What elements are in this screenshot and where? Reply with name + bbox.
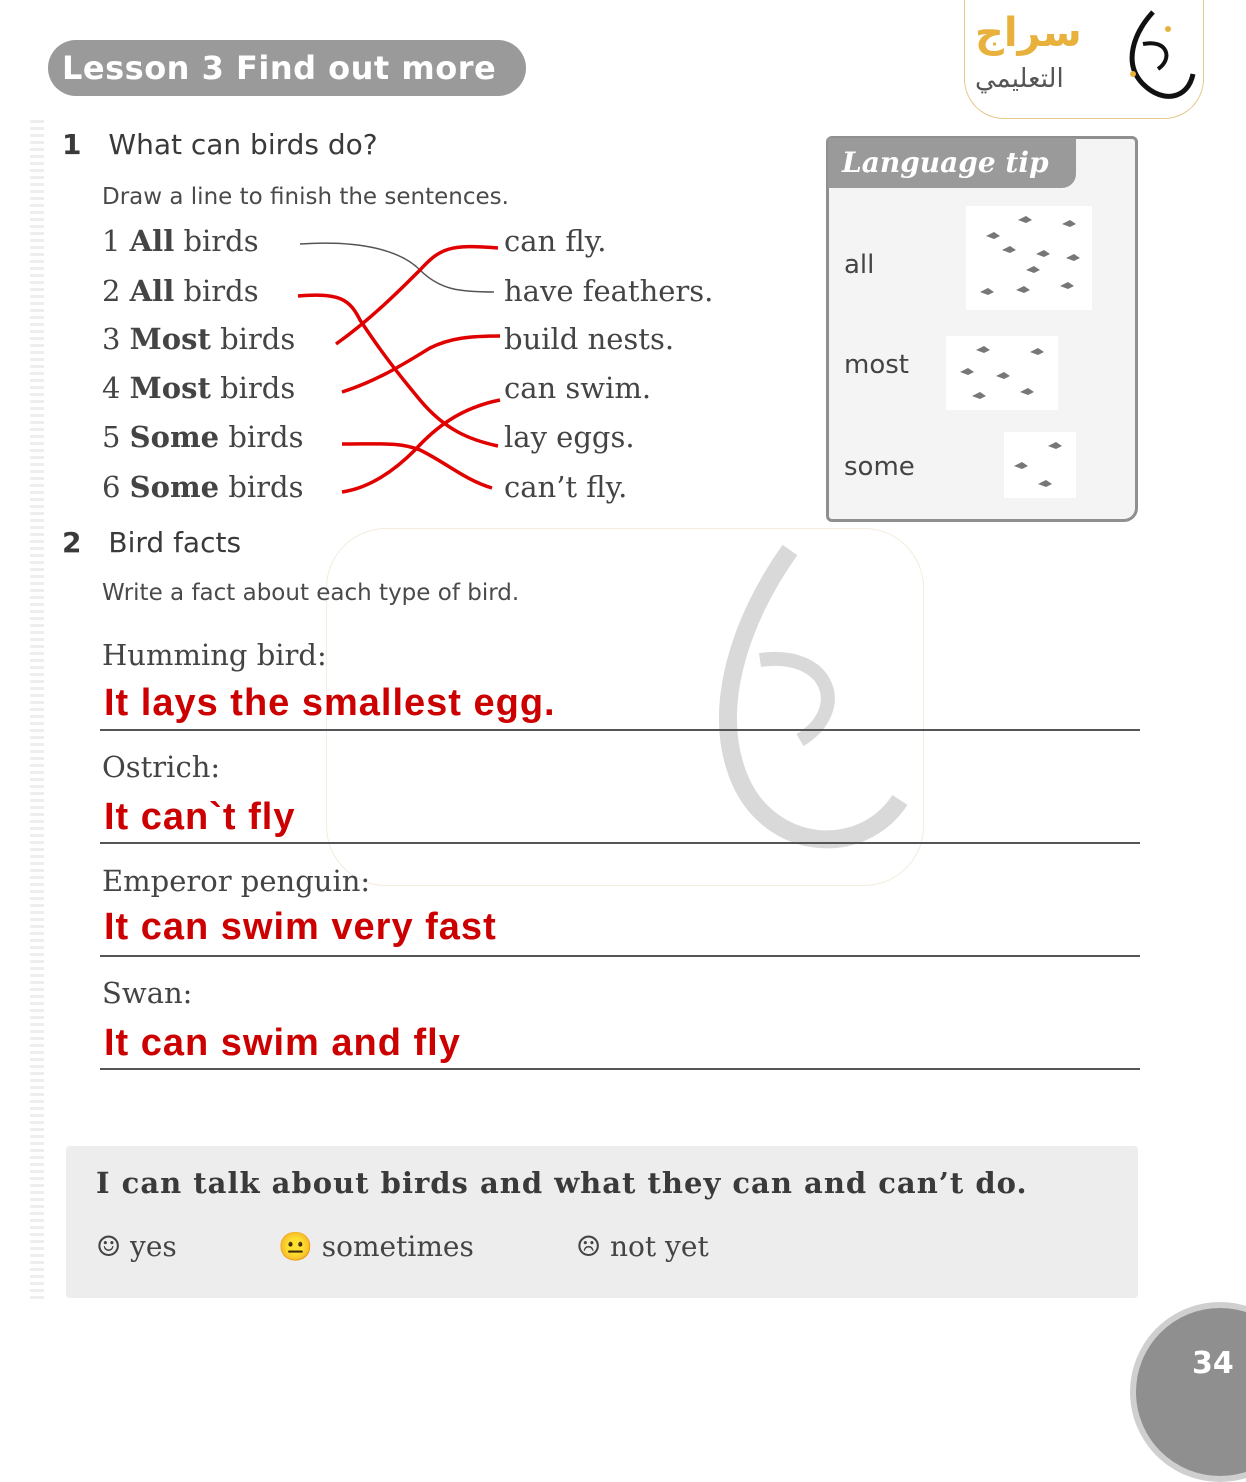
smile-icon: ☺ [96, 1230, 122, 1263]
left-item-1: 1 All birds [102, 224, 259, 258]
example-line [300, 243, 494, 292]
tip-word-some: some [844, 452, 915, 482]
watermark-calligraphy-icon [680, 540, 920, 880]
birds-some-icon [1004, 432, 1076, 498]
logo-text-bottom: التعليمي [975, 64, 1064, 94]
logo-text-top: سراج [975, 10, 1082, 56]
section2-number: 2 [62, 526, 82, 559]
frown-icon: ☹ [576, 1230, 602, 1263]
logo [964, 0, 1204, 119]
section2-title: Bird facts [108, 526, 242, 559]
option-sometimes[interactable] [278, 1230, 474, 1263]
left-item-5: 5 Some birds [102, 420, 304, 454]
right-item-5: lay eggs. [504, 420, 635, 454]
answer-line-4 [342, 336, 500, 392]
section1-instruction: Draw a line to finish the sentences. [102, 184, 509, 210]
option-not-yet[interactable] [576, 1230, 709, 1263]
fact-label-emperor-penguin: Emperor penguin: [102, 864, 371, 898]
option-not-yet-label: not yet [610, 1230, 709, 1263]
birds-most-icon [946, 336, 1058, 410]
answer-line-5 [342, 444, 492, 488]
section1-number: 1 [62, 128, 82, 161]
answer-line-6 [342, 400, 500, 492]
tip-word-all: all [844, 250, 875, 280]
fact-answer-humming-bird[interactable]: It lays the smallest egg. [104, 682, 556, 724]
left-item-4: 4 Most birds [102, 371, 296, 405]
birds-all-icon [966, 206, 1092, 310]
fact-label-ostrich: Ostrich: [102, 750, 221, 784]
option-yes[interactable] [96, 1230, 177, 1263]
option-yes-label: yes [130, 1230, 177, 1263]
right-item-1: can fly. [504, 224, 607, 258]
lesson-title: Lesson 3 Find out more [48, 40, 526, 96]
left-item-3: 3 Most birds [102, 322, 296, 356]
section2-heading [62, 526, 241, 559]
left-item-2: 2 All birds [102, 274, 259, 308]
page-number: 34 [1192, 1346, 1234, 1381]
matching-lines [0, 0, 820, 520]
right-item-2: have feathers. [504, 274, 714, 308]
neutral-face-icon: 😐 [278, 1230, 313, 1263]
section1-title: What can birds do? [108, 128, 378, 161]
answer-line-emperor-penguin [100, 955, 1140, 957]
calligraphy-logo-icon [1113, 4, 1199, 114]
fact-label-humming-bird: Humming bird: [102, 638, 327, 672]
answer-line-swan [100, 1068, 1140, 1070]
left-item-6: 6 Some birds [102, 470, 304, 504]
self-check-statement: I can talk about birds and what they can and can’t do. [96, 1166, 1028, 1200]
right-item-3: build nests. [504, 322, 675, 356]
option-sometimes-label: sometimes [321, 1230, 474, 1263]
answer-line-humming-bird [100, 729, 1140, 731]
fact-answer-emperor-penguin[interactable]: It can swim very fast [104, 906, 497, 948]
fact-answer-ostrich[interactable]: It can`t fly [104, 796, 296, 838]
language-tip-title: Language tip [828, 138, 1076, 188]
answer-line-3 [336, 247, 498, 344]
page-number-tab [1130, 1302, 1246, 1482]
right-item-4: can swim. [504, 371, 652, 405]
right-item-6: can’t fly. [504, 470, 628, 504]
fact-label-swan: Swan: [102, 976, 193, 1010]
answer-line-ostrich [100, 842, 1140, 844]
tip-word-most: most [844, 350, 909, 380]
answer-line-2 [298, 295, 498, 446]
fact-answer-swan[interactable]: It can swim and fly [104, 1022, 461, 1064]
section2-instruction: Write a fact about each type of bird. [102, 580, 520, 606]
